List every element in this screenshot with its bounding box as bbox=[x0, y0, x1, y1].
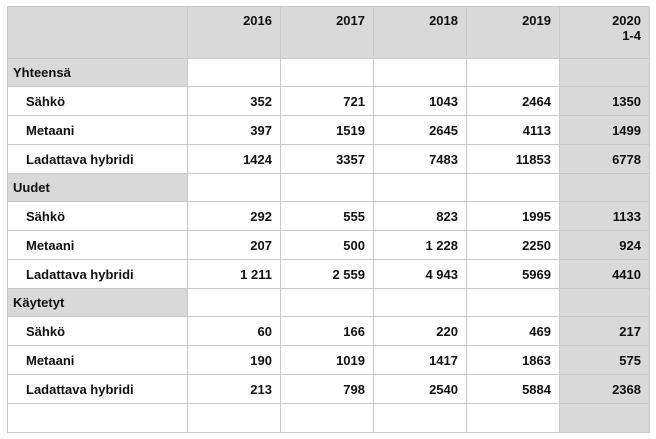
table-cell: 4410 bbox=[560, 260, 650, 289]
header-year-2016: 2016 bbox=[188, 7, 281, 59]
section-title: Uudet bbox=[8, 174, 188, 202]
table-row bbox=[8, 346, 650, 375]
table-cell: 3357 bbox=[281, 145, 374, 174]
table-cell: 2464 bbox=[467, 87, 560, 116]
table-cell: 2 559 bbox=[281, 260, 374, 289]
table-row bbox=[8, 145, 650, 174]
table-row bbox=[8, 87, 650, 116]
table-cell: 166 bbox=[281, 317, 374, 346]
row-label: Metaani bbox=[8, 346, 188, 375]
table-cell: 220 bbox=[374, 317, 467, 346]
table-row bbox=[8, 231, 650, 260]
row-label: Sähkö bbox=[8, 87, 188, 116]
section-title: Käytetyt bbox=[8, 289, 188, 317]
table-cell: 1 211 bbox=[188, 260, 281, 289]
row-label: Sähkö bbox=[8, 317, 188, 346]
table-cell: 469 bbox=[467, 317, 560, 346]
table-cell: 823 bbox=[374, 202, 467, 231]
table-cell: 207 bbox=[188, 231, 281, 260]
table-cell: 2540 bbox=[374, 375, 467, 404]
row-label: Metaani bbox=[8, 231, 188, 260]
table-cell: 1417 bbox=[374, 346, 467, 375]
table-cell: 190 bbox=[188, 346, 281, 375]
table-cell: 575 bbox=[560, 346, 650, 375]
table-row bbox=[8, 317, 650, 346]
table-cell: 2645 bbox=[374, 116, 467, 145]
table-cell: 1 228 bbox=[374, 231, 467, 260]
table-cell: 213 bbox=[188, 375, 281, 404]
header-year-2020 bbox=[560, 7, 650, 59]
header-year-2018: 2018 bbox=[374, 7, 467, 59]
header-year-2017: 2017 bbox=[281, 7, 374, 59]
table-cell: 60 bbox=[188, 317, 281, 346]
header-2020-period: 1-4 bbox=[622, 28, 641, 43]
table-row bbox=[8, 202, 650, 231]
table-cell: 2250 bbox=[467, 231, 560, 260]
table-cell: 721 bbox=[281, 87, 374, 116]
table-cell: 352 bbox=[188, 87, 281, 116]
table-cell: 5969 bbox=[467, 260, 560, 289]
table-cell: 1499 bbox=[560, 116, 650, 145]
table-cell: 1350 bbox=[560, 87, 650, 116]
header-row bbox=[8, 7, 650, 59]
table-cell: 2368 bbox=[560, 375, 650, 404]
empty-footer-row bbox=[8, 404, 650, 433]
table-row bbox=[8, 260, 650, 289]
table-row bbox=[8, 116, 650, 145]
table-cell: 798 bbox=[281, 375, 374, 404]
row-label: Ladattava hybridi bbox=[8, 145, 188, 174]
row-label: Ladattava hybridi bbox=[8, 375, 188, 404]
table-cell: 7483 bbox=[374, 145, 467, 174]
section-title: Yhteensä bbox=[8, 59, 188, 87]
table-cell: 5884 bbox=[467, 375, 560, 404]
section-row-uudet bbox=[8, 174, 650, 202]
table-cell: 1995 bbox=[467, 202, 560, 231]
header-corner-cell bbox=[8, 7, 188, 59]
row-label: Ladattava hybridi bbox=[8, 260, 188, 289]
table-cell: 1424 bbox=[188, 145, 281, 174]
table-cell: 11853 bbox=[467, 145, 560, 174]
table-cell: 1043 bbox=[374, 87, 467, 116]
table-cell: 924 bbox=[560, 231, 650, 260]
row-label: Metaani bbox=[8, 116, 188, 145]
table-cell: 1519 bbox=[281, 116, 374, 145]
table-cell: 500 bbox=[281, 231, 374, 260]
section-row-yhteensa bbox=[8, 59, 650, 87]
table-cell: 4 943 bbox=[374, 260, 467, 289]
table-row bbox=[8, 375, 650, 404]
section-row-kaytetyt bbox=[8, 289, 650, 317]
table-cell: 1863 bbox=[467, 346, 560, 375]
header-2020-year: 2020 bbox=[612, 13, 641, 28]
table-cell: 6778 bbox=[560, 145, 650, 174]
data-table bbox=[7, 6, 650, 433]
header-year-2019: 2019 bbox=[467, 7, 560, 59]
table-cell: 555 bbox=[281, 202, 374, 231]
table-cell: 292 bbox=[188, 202, 281, 231]
table-cell: 4113 bbox=[467, 116, 560, 145]
table-cell: 1133 bbox=[560, 202, 650, 231]
table-cell: 217 bbox=[560, 317, 650, 346]
row-label: Sähkö bbox=[8, 202, 188, 231]
table-cell: 397 bbox=[188, 116, 281, 145]
table-cell: 1019 bbox=[281, 346, 374, 375]
